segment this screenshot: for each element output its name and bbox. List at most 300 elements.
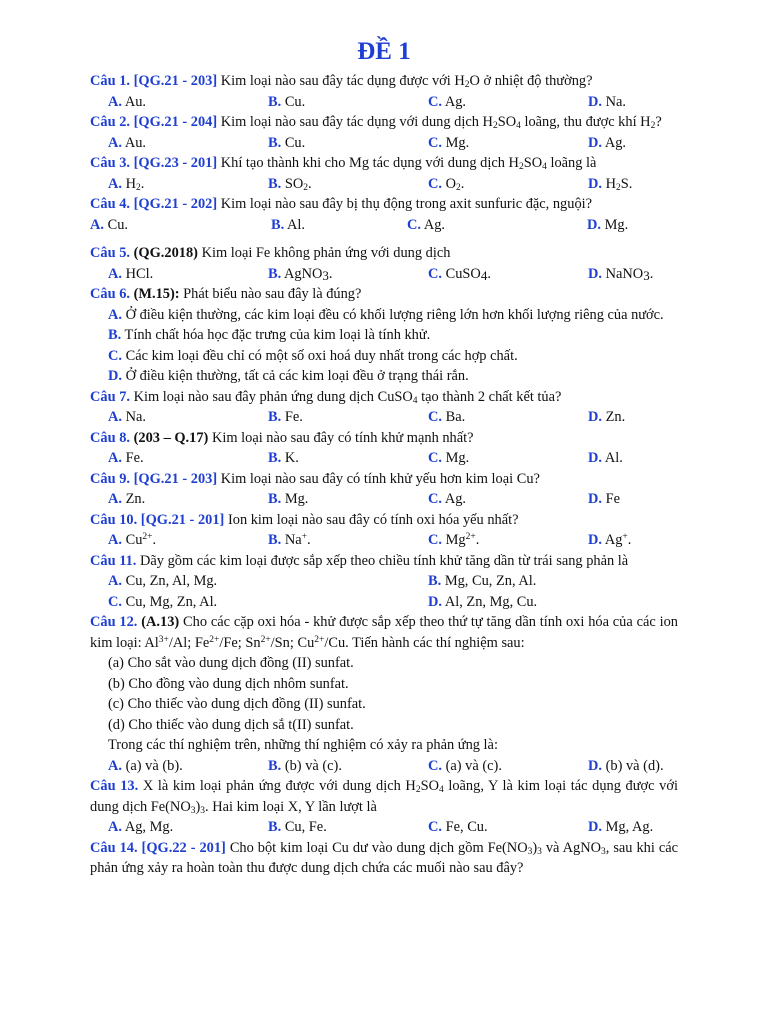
question-stem xyxy=(90,776,678,817)
answer-option xyxy=(268,264,333,285)
text-run: AgNO xyxy=(284,265,323,282)
question-source: [QG.21 - 203] xyxy=(133,73,218,89)
answer-options xyxy=(90,407,678,428)
answer-option xyxy=(428,530,479,551)
superscript: + xyxy=(622,532,628,542)
text-run: SO xyxy=(284,175,304,192)
question-8 xyxy=(90,428,678,469)
question-stem xyxy=(90,243,678,264)
option-letter: B. xyxy=(268,450,282,466)
text-run: . xyxy=(649,265,654,282)
question-2 xyxy=(90,112,678,153)
text-run: . xyxy=(306,532,311,548)
text-run: /Sn; Cu xyxy=(270,634,315,651)
superscript: 2+ xyxy=(260,634,271,645)
subscript: 2 xyxy=(456,182,461,193)
subscript: 2 xyxy=(136,182,141,193)
text-run: Al. xyxy=(287,216,306,233)
text-run: Al. xyxy=(604,450,623,466)
option-letter: C. xyxy=(428,265,442,282)
answer-option xyxy=(268,407,303,428)
text-run: Mg. xyxy=(445,134,470,151)
text-run: Cho bột kim loại Cu dư vào dung dịch gồm Fe(NO xyxy=(229,839,528,856)
answer-option xyxy=(108,448,144,469)
exam-title: ĐỀ 1 xyxy=(357,38,411,65)
answer-options xyxy=(90,571,678,592)
option-letter: D. xyxy=(588,93,602,110)
text-run: . xyxy=(487,265,491,282)
option-text xyxy=(285,135,305,151)
option-letter: B. xyxy=(268,93,282,110)
answer-option xyxy=(407,215,445,236)
answer-option xyxy=(271,215,305,236)
text-run: Kim loại Fe không phản ứng với dung dịch xyxy=(201,245,451,261)
answer-options xyxy=(90,92,678,113)
option-text xyxy=(126,307,664,323)
text-run: O xyxy=(445,175,457,192)
option-text xyxy=(285,819,327,835)
text-run: Cu, Fe. xyxy=(284,819,327,835)
text-run: Khí tạo thành khi cho Mg tác dụng với dung dịch H xyxy=(220,155,519,171)
question-text xyxy=(228,512,519,528)
option-text xyxy=(606,409,626,425)
answer-option xyxy=(428,92,466,113)
option-letter: C. xyxy=(108,593,122,610)
answer-option xyxy=(108,174,144,195)
option-letter: A. xyxy=(108,93,122,110)
text-run: NaNO xyxy=(605,265,644,282)
subscript: 2 xyxy=(415,785,421,795)
question-stem xyxy=(90,194,678,215)
answer-option xyxy=(588,407,625,428)
option-text xyxy=(446,819,488,835)
answer-option xyxy=(90,305,678,326)
option-letter: D. xyxy=(588,265,602,282)
option-letter: C. xyxy=(428,532,442,548)
text-run: Mg. xyxy=(604,216,629,233)
answer-option xyxy=(90,325,678,346)
text-run: . xyxy=(627,532,632,548)
answer-option xyxy=(90,215,128,236)
question-number: Câu 14. xyxy=(90,839,138,856)
answer-option xyxy=(587,215,628,236)
answer-options xyxy=(90,174,678,195)
text-run: Ag, Mg. xyxy=(124,819,174,835)
text-run: và AgNO xyxy=(541,839,601,856)
option-letter: A. xyxy=(108,757,122,774)
option-letter: D. xyxy=(588,491,602,507)
option-text xyxy=(285,532,311,548)
question-number: Câu 3. xyxy=(90,155,130,171)
text-run: Kim loại nào sau đây có tính khử mạnh nhất? xyxy=(211,429,474,446)
question-stem xyxy=(90,153,678,174)
question-text xyxy=(140,553,628,569)
question-stem xyxy=(90,838,678,879)
option-text xyxy=(108,217,128,233)
text-run: . xyxy=(475,532,480,548)
option-letter: D. xyxy=(428,593,442,610)
option-text xyxy=(285,450,299,466)
subscript: 2 xyxy=(303,182,308,193)
subscript: 2 xyxy=(464,80,470,90)
option-text xyxy=(605,135,626,151)
option-text xyxy=(606,491,620,507)
question-stem xyxy=(90,71,678,92)
subscript: 3 xyxy=(537,846,542,857)
answer-option xyxy=(428,174,464,195)
option-letter: B. xyxy=(268,409,282,425)
option-text xyxy=(605,450,623,466)
option-letter: D. xyxy=(588,532,602,548)
text-run: . xyxy=(307,175,312,192)
question-number: Câu 8. xyxy=(90,429,130,446)
option-letter: B. xyxy=(268,175,282,192)
text-run: Dãy gồm các kim loại được sắp xếp theo chiều tính khử tăng dần từ trái sang phản là xyxy=(140,552,629,569)
text-run: Fe. xyxy=(125,450,144,466)
text-run: Kim loại nào sau đây có tính khử yếu hơn kim loại Cu? xyxy=(220,470,540,487)
question-source: [QG.21 - 204] xyxy=(133,114,218,130)
option-letter: C. xyxy=(428,134,442,151)
question-source: [QG.21 - 202] xyxy=(133,196,218,212)
option-letter: D. xyxy=(588,134,602,151)
question-source: [QG.22 - 201] xyxy=(141,839,226,856)
answer-option xyxy=(108,592,217,613)
question-text xyxy=(221,73,593,89)
option-letter: B. xyxy=(268,819,282,835)
experiment-line: (c) Cho thiếc vào dung dịch đồng (II) sunfat. xyxy=(108,696,366,712)
text-run: Kim loại nào sau đây phản ứng dung dịch CuSO xyxy=(133,388,413,405)
option-letter: A. xyxy=(108,134,122,151)
option-text xyxy=(285,491,309,507)
question-number: Câu 13. xyxy=(90,778,139,794)
superscript: + xyxy=(301,532,307,542)
text-run: Cho các cặp oxi hóa - khử được sắp xếp theo thứ tự tăng dần tính oxi hóa của các ion kim loại: Al xyxy=(90,614,678,651)
option-text xyxy=(125,819,173,835)
question-7 xyxy=(90,387,678,428)
answer-option xyxy=(108,407,146,428)
text-run: H xyxy=(125,175,137,192)
question-stem xyxy=(90,284,678,305)
subscript: 3 xyxy=(527,846,533,857)
text-run: , sau khi các phản ứng xảy ra hoàn toàn thu được dung dịch chứa các muối nào sau đây? xyxy=(90,839,679,876)
option-letter: C. xyxy=(407,216,421,233)
option-text xyxy=(606,266,654,282)
option-letter: C. xyxy=(428,450,442,466)
subscript: 2 xyxy=(518,162,524,172)
answer-options xyxy=(90,215,678,236)
question-13 xyxy=(90,776,678,838)
experiment-line: (a) Cho sắt vào dung dịch đồng (II) sunfat. xyxy=(108,655,354,671)
question-6 xyxy=(90,284,678,387)
option-letter: B. xyxy=(268,134,282,151)
text-run: Ag xyxy=(604,532,623,548)
text-run: (b) và (c). xyxy=(284,757,342,774)
answer-options xyxy=(90,817,678,838)
text-run: Ba. xyxy=(445,409,466,425)
option-letter: D. xyxy=(587,216,601,233)
option-text xyxy=(446,135,470,151)
option-text xyxy=(126,368,469,384)
question-stem xyxy=(90,469,678,490)
experiment-line: (b) Cho đồng vào dung dịch nhôm sunfat. xyxy=(108,675,349,692)
subscript: 2 xyxy=(492,121,498,131)
text-run: Na. xyxy=(605,93,626,110)
option-text xyxy=(606,176,633,192)
text-run: Mg xyxy=(445,532,466,548)
text-run: /Cu. Tiến hành các thí nghiệm sau: xyxy=(324,634,525,651)
option-letter: D. xyxy=(588,819,602,835)
question-text xyxy=(202,245,451,261)
question-source: (203 – Q.17) xyxy=(133,429,209,446)
experiment-line: (d) Cho thiếc vào dung dịch sắ t(II) sunfat. xyxy=(108,716,354,733)
option-letter: C. xyxy=(428,757,442,774)
answer-option xyxy=(268,174,312,195)
question-stem xyxy=(90,551,678,572)
option-text xyxy=(285,758,342,774)
answer-option xyxy=(428,817,488,838)
option-text xyxy=(125,327,431,343)
subscript: 4 xyxy=(516,121,521,131)
text-run: H xyxy=(605,175,617,192)
option-text xyxy=(285,176,312,192)
answer-option xyxy=(268,530,311,551)
option-text xyxy=(605,532,632,548)
question-number: Câu 9. xyxy=(90,470,130,487)
text-run: Cu, Zn, Al, Mg. xyxy=(125,573,218,589)
option-letter: C. xyxy=(428,175,442,192)
answer-option xyxy=(428,571,536,592)
option-letter: C. xyxy=(428,819,442,835)
text-run: . xyxy=(152,532,157,548)
question-9 xyxy=(90,469,678,510)
answer-option xyxy=(108,264,153,285)
question-number: Câu 6. xyxy=(90,286,130,302)
question-list xyxy=(90,71,678,879)
answer-option xyxy=(428,448,469,469)
answer-option xyxy=(108,817,173,838)
subscript: 3 xyxy=(601,846,606,857)
text-run: (a) và (c). xyxy=(445,757,502,774)
subscript: 3 xyxy=(322,267,329,283)
text-run: Ở điều kiện thường, tất cả các kim loại đều ở trạng thái rắn. xyxy=(125,368,469,384)
option-text xyxy=(126,176,145,192)
option-letter: B. xyxy=(268,757,282,774)
answer-option xyxy=(108,133,146,154)
option-text xyxy=(126,409,146,425)
text-run: SO xyxy=(497,114,517,130)
text-run: Phát biểu nào sau đây là đúng? xyxy=(183,286,362,302)
superscript: 2+ xyxy=(465,532,476,542)
answer-option xyxy=(588,756,664,777)
option-text xyxy=(285,409,303,425)
text-run: Mg, Ag. xyxy=(605,819,654,835)
subscript: 3 xyxy=(190,805,196,816)
question-text xyxy=(221,155,597,171)
text-run: SO xyxy=(420,778,439,794)
option-letter: A. xyxy=(108,175,122,192)
answer-option xyxy=(268,756,342,777)
text-run: Mg, Cu, Zn, Al. xyxy=(444,573,537,589)
option-letter: D. xyxy=(108,368,122,384)
text-run: Mg. xyxy=(445,450,470,466)
answer-option xyxy=(588,817,653,838)
text-run: (a) và (b). xyxy=(125,757,183,774)
option-text xyxy=(126,450,144,466)
option-letter: B. xyxy=(268,491,282,507)
answer-options xyxy=(90,530,678,551)
answer-option xyxy=(588,264,653,285)
option-letter: D. xyxy=(588,757,602,774)
text-run: Fe xyxy=(605,491,621,507)
answer-option xyxy=(90,346,678,367)
question-text xyxy=(221,471,540,487)
option-text xyxy=(424,217,445,233)
text-run: ? xyxy=(655,114,662,130)
option-letter: A. xyxy=(108,409,122,425)
text-run: Các kim loại đều chỉ có một số oxi hoá duy nhất trong các hợp chất. xyxy=(125,347,518,364)
option-letter: A. xyxy=(108,573,122,589)
option-text xyxy=(606,94,626,110)
text-run: Fe. xyxy=(284,409,303,425)
subscript: 4 xyxy=(412,395,418,406)
answer-options xyxy=(90,448,678,469)
subscript: 2 xyxy=(616,182,621,193)
subscript: 4 xyxy=(480,267,488,283)
answer-option xyxy=(428,133,469,154)
option-letter: A. xyxy=(108,491,122,507)
option-letter: C. xyxy=(108,347,122,364)
text-run: Au. xyxy=(124,134,146,151)
option-letter: B. xyxy=(271,216,285,233)
option-letter: C. xyxy=(428,409,442,425)
answer-options xyxy=(90,756,678,777)
text-run: /Al; Fe xyxy=(168,634,210,651)
text-run: Na xyxy=(284,532,302,548)
option-text xyxy=(287,217,305,233)
option-text xyxy=(126,348,518,364)
question-source: (A.13) xyxy=(141,614,180,630)
text-run: tạo thành 2 chất kết tủa? xyxy=(417,388,562,405)
option-letter: A. xyxy=(108,532,122,548)
text-run: Kim loại nào sau đây tác dụng với dung dịch H xyxy=(220,114,493,130)
option-letter: B. xyxy=(428,573,442,589)
text-run: . xyxy=(328,265,333,282)
option-letter: A. xyxy=(108,450,122,466)
question-stem xyxy=(90,612,678,653)
question-11 xyxy=(90,551,678,613)
option-text xyxy=(446,532,480,548)
text-run: loãng, Y là kim loại tác dụng được với dung dịch Fe(NO xyxy=(90,778,678,815)
option-text xyxy=(446,450,470,466)
text-run: ) xyxy=(532,839,538,856)
option-text xyxy=(126,491,146,507)
option-text xyxy=(445,594,537,610)
superscript: 2+ xyxy=(142,532,153,542)
question-stem xyxy=(90,428,678,449)
option-text xyxy=(606,819,654,835)
text-run: Ag. xyxy=(423,216,445,233)
answer-option xyxy=(108,571,217,592)
question-14 xyxy=(90,838,678,879)
option-letter: B. xyxy=(108,327,122,343)
option-letter: D. xyxy=(588,175,602,192)
answer-option xyxy=(268,133,305,154)
option-letter: A. xyxy=(108,819,122,835)
question-1 xyxy=(90,71,678,112)
experiment-line: Trong các thí nghiệm trên, những thí nghiệm có xảy ra phản ứng là: xyxy=(108,737,498,753)
text-run: Fe, Cu. xyxy=(445,819,488,835)
question-stem xyxy=(90,510,678,531)
option-letter: C. xyxy=(428,93,442,110)
answer-option xyxy=(588,133,626,154)
text-run: Kim loại nào sau đây tác dụng được với H xyxy=(220,73,465,89)
option-text xyxy=(446,176,465,192)
question-number: Câu 7. xyxy=(90,388,130,405)
answer-option xyxy=(268,448,299,469)
subscript: 3 xyxy=(643,267,650,283)
text-run: Zn. xyxy=(125,491,146,507)
option-text xyxy=(126,758,183,774)
text-run: Cu, Mg, Zn, Al. xyxy=(125,593,218,610)
option-text xyxy=(126,266,154,282)
question-number: Câu 12. xyxy=(90,614,138,630)
text-run: O ở nhiệt độ thường? xyxy=(469,73,593,89)
question-text xyxy=(134,389,562,405)
answer-option xyxy=(428,264,491,285)
option-text xyxy=(446,758,502,774)
option-text xyxy=(446,266,491,282)
option-text xyxy=(605,217,629,233)
question-text xyxy=(90,778,678,815)
text-run: Na. xyxy=(125,409,146,425)
text-run: Ag. xyxy=(604,134,626,151)
superscript: 2+ xyxy=(209,634,220,645)
answer-option xyxy=(588,489,620,510)
answer-option xyxy=(588,530,631,551)
answer-option xyxy=(268,817,327,838)
option-letter: A. xyxy=(90,216,104,233)
question-text xyxy=(221,196,592,212)
option-letter: A. xyxy=(108,265,122,282)
question-source: [QG.21 - 201] xyxy=(140,511,225,528)
text-run: Cu. xyxy=(284,134,306,151)
text-run: loãng, thu được khí H xyxy=(520,114,651,130)
text-run: Ag. xyxy=(444,93,466,110)
text-run: (b) và (d). xyxy=(605,757,664,774)
answer-option xyxy=(108,530,156,551)
text-run: . xyxy=(460,175,465,192)
subscript: 4 xyxy=(542,162,547,172)
question-4 xyxy=(90,194,678,243)
answer-options xyxy=(90,133,678,154)
option-letter: A. xyxy=(108,306,122,323)
text-run: Au. xyxy=(124,93,146,110)
option-text xyxy=(125,135,146,151)
option-text xyxy=(606,758,664,774)
question-source: [QG.23 - 201] xyxy=(133,155,218,171)
answer-option xyxy=(268,489,308,510)
question-12 xyxy=(90,612,678,776)
question-text xyxy=(90,614,678,651)
text-run: Zn. xyxy=(605,409,626,425)
text-run: HCl. xyxy=(125,265,154,282)
answer-option xyxy=(428,489,466,510)
question-stem xyxy=(90,387,678,408)
question-source: [QG.21 - 203] xyxy=(133,470,218,487)
option-text xyxy=(445,491,466,507)
text-run: X là kim loại phản ứng được với dung dịch H xyxy=(142,778,416,794)
subscript: 2 xyxy=(650,121,656,131)
